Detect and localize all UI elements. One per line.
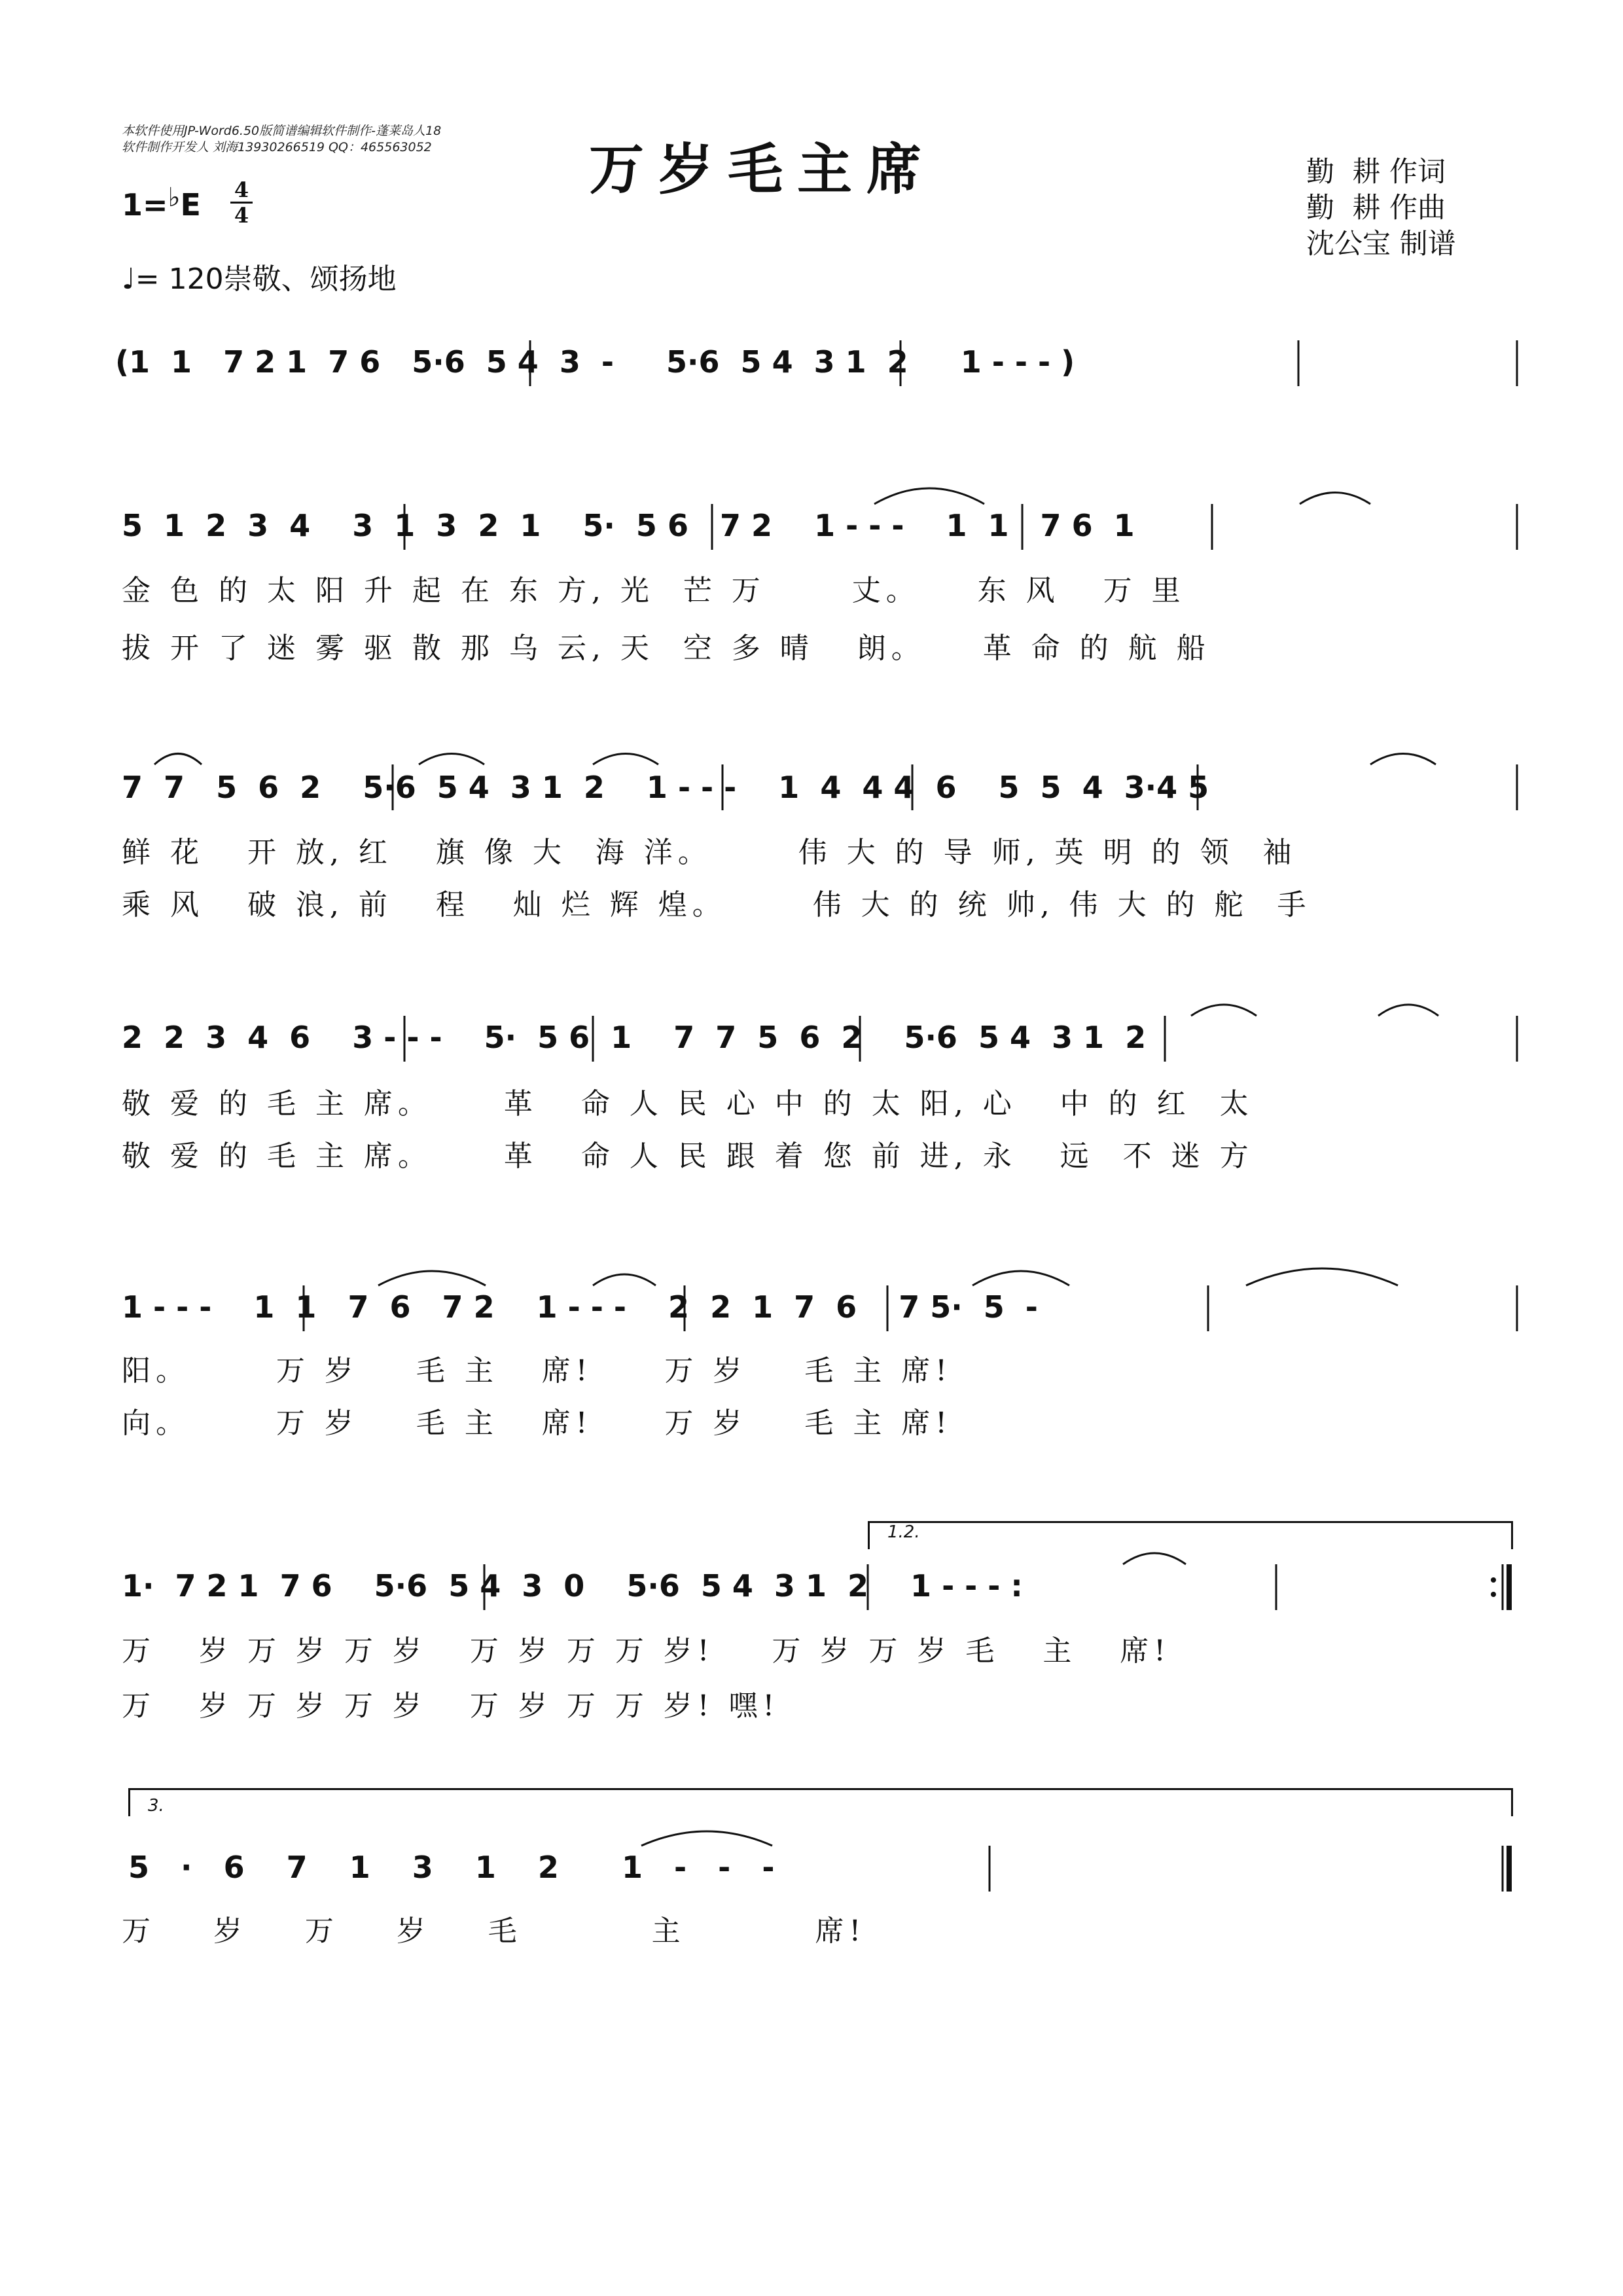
slur xyxy=(378,1271,486,1285)
system-2-lyric-verse-2: 拔 开 了 迷 雾 驱 散 那 乌 云, 天 空 多 晴 朗。 革 命 的 航 船 xyxy=(122,632,1211,665)
key-letter: E xyxy=(180,187,201,223)
slur xyxy=(874,488,984,504)
slur xyxy=(1300,493,1370,505)
system-2-lyric-verse-1: 金 色 的 太 阳 升 起 在 东 方, 光 芒 万 丈。 东 风 万 里 xyxy=(122,574,1186,607)
system-4-lyric-verse-1: 敬 爱 的 毛 主 席。 革 命 人 民 心 中 的 太 阳, 心 中 的 红 太 xyxy=(122,1087,1254,1121)
system-6-lyric-verse-2: 万 岁 万 岁 万 岁 万 岁 万 万 岁! 嘿! xyxy=(122,1689,780,1723)
slur xyxy=(641,1831,772,1846)
time-signature-bottom: 4 xyxy=(234,203,249,228)
volta-label-3: 3. xyxy=(148,1796,164,1816)
song-title: 万岁毛主席 xyxy=(589,137,936,202)
software-note-line: 软件制作开发人 刘海13930266519 QQ：465563052 xyxy=(122,140,432,154)
slur xyxy=(419,754,484,765)
key-prefix: 1= xyxy=(122,187,168,223)
system-7-notes: 5 · 6 7 1 3 1 2 1 - - - xyxy=(128,1850,775,1885)
barlines xyxy=(304,340,1517,1892)
system-4-notes: 2 2 3 4 6 3 - - - 5· 5 6 1 7 7 5 6 2 5·6 5 4 3 1 2 xyxy=(122,1020,1147,1055)
slur xyxy=(1378,1005,1438,1016)
slur xyxy=(154,754,202,765)
system-5-notes: 1 - - - 1 1 7 6 7 2 1 - - - 2 2 1 7 6 7 5· 5 - xyxy=(122,1289,1038,1325)
system-5-lyric-verse-2: 向。 万 岁 毛 主 席! 万 岁 毛 主 席! xyxy=(122,1407,952,1440)
repeat-dots xyxy=(1491,1577,1496,1597)
slur xyxy=(593,754,658,765)
slur xyxy=(1246,1268,1398,1285)
repeat-dot xyxy=(1491,1577,1496,1583)
composer-credit: 勤 耕 作曲 xyxy=(1306,192,1446,224)
flat-icon: ♭ xyxy=(168,183,181,213)
system-3-lyric-verse-1: 鲜 花 开 放, 红 旗 像 大 海 洋。 伟 大 的 导 师, 英 明 的 领 袖 xyxy=(122,836,1297,869)
system-5-lyric-verse-1: 阳。 万 岁 毛 主 席! 万 岁 毛 主 席! xyxy=(122,1354,952,1388)
repeat-dot xyxy=(1491,1592,1496,1597)
tempo-text: = 120崇敬、颂扬地 xyxy=(135,262,397,296)
slur xyxy=(1370,754,1436,765)
system-2-notes: 5 1 2 3 4 3 1 3 2 1 5· 5 6 7 2 1 - - - 1 1 7 6 1 xyxy=(122,508,1135,543)
slur xyxy=(1191,1005,1257,1016)
quarter-note-icon: ♩ xyxy=(122,262,135,296)
system-3-lyric-verse-2: 乘 风 破 浪, 前 程 灿 烂 辉 煌。 伟 大 的 统 帅, 伟 大 的 舵 手 xyxy=(122,888,1311,922)
volta-label-1-2: 1.2. xyxy=(887,1522,920,1542)
slur xyxy=(593,1274,656,1285)
slur xyxy=(1123,1553,1186,1564)
system-7-lyric: 万 岁 万 岁 毛 主 席! xyxy=(122,1914,866,1948)
transcriber-credit: 沈公宝 制谱 xyxy=(1306,228,1456,260)
system-4-lyric-verse-2: 敬 爱 的 毛 主 席。 革 命 人 民 跟 着 您 前 进, 永 远 不 迷 方 xyxy=(122,1139,1254,1173)
system-3-notes: 7 7 5 6 2 5·6 5 4 3 1 2 1 - - - 1 4 4 4 6 5 5 4 3·4 5 xyxy=(122,770,1209,805)
system-6-notes: 1· 7 2 1 7 6 5·6 5 4 3 0 5·6 5 4 3 1 2 1 - - - : xyxy=(122,1568,1023,1604)
system-6-lyric-verse-1: 万 岁 万 岁 万 岁 万 岁 万 万 岁! 万 岁 万 岁 毛 主 席! xyxy=(122,1634,1171,1668)
lyricist-credit: 勤 耕 作词 xyxy=(1306,156,1446,188)
system-1-notes: (1 1 7 2 1 7 6 5·6 5 4 3 - 5·6 5 4 3 1 2 1 - - - ) xyxy=(115,344,1075,380)
time-signature-top: 4 xyxy=(234,177,249,202)
software-note-line: 本软件使用JP-Word6.50版简谱编辑软件制作-蓬莱岛人18 xyxy=(122,124,442,138)
slurs xyxy=(154,488,1438,1846)
slur xyxy=(972,1271,1069,1285)
